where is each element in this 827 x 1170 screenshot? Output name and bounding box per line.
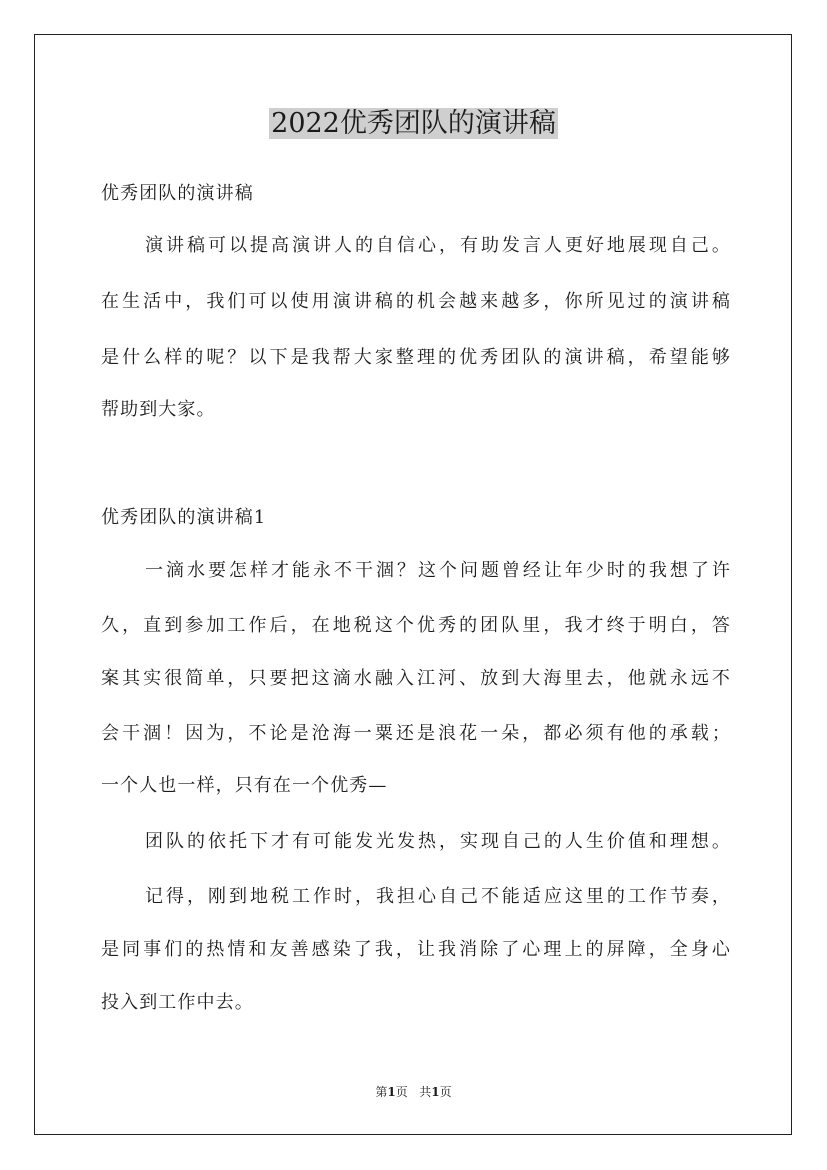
current-page-number: 1 <box>387 1085 396 1099</box>
intro-line-4: 帮助到大家。 <box>101 399 216 420</box>
total-prefix: 共 <box>419 1085 432 1099</box>
body-line-1: 一滴水要怎样才能永不干涸？这个问题曾经让年少时的我想了许 <box>145 560 731 581</box>
total-pages-number: 1 <box>431 1085 440 1099</box>
total-suffix: 页 <box>439 1085 452 1099</box>
intro-line-2: 在生活中，我们可以使用演讲稿的机会越来越多，你所见过的演讲稿 <box>101 291 731 312</box>
document-title-text: 2022优秀团队的演讲稿 <box>271 108 556 139</box>
page-suffix: 页 <box>395 1085 408 1099</box>
intro-line-3: 是什么样的呢？以下是我帮大家整理的优秀团队的演讲稿，希望能够 <box>101 347 731 368</box>
body-line-3: 案其实很简单，只要把这滴水融入江河、放到大海里去，他就永远不 <box>101 668 731 689</box>
body-line-8: 是同事们的热情和友善感染了我，让我消除了心理上的屏障，全身心 <box>101 939 731 960</box>
body-line-6: 团队的依托下才有可能发光发热，实现自己的人生价值和理想。 <box>145 831 731 852</box>
document-title <box>0 104 827 144</box>
page-footer <box>0 1084 827 1100</box>
body-line-7: 记得，刚到地税工作时，我担心自己不能适应这里的工作节奏， <box>145 886 731 907</box>
subtitle: 优秀团队的演讲稿 <box>101 183 254 204</box>
section-heading: 优秀团队的演讲稿1 <box>101 507 267 528</box>
body-line-4: 会干涸！因为，不论是沧海一粟还是浪花一朵，都必须有他的承载； <box>101 723 731 744</box>
intro-line-1: 演讲稿可以提高演讲人的自信心，有助发言人更好地展现自己。 <box>145 235 731 256</box>
body-line-5: 一个人也一样，只有在一个优秀— <box>101 775 388 796</box>
body-line-9: 投入到工作中去。 <box>101 992 254 1013</box>
page-prefix: 第 <box>375 1085 388 1099</box>
body-line-2: 久，直到参加工作后，在地税这个优秀的团队里，我才终于明白，答 <box>101 615 731 636</box>
